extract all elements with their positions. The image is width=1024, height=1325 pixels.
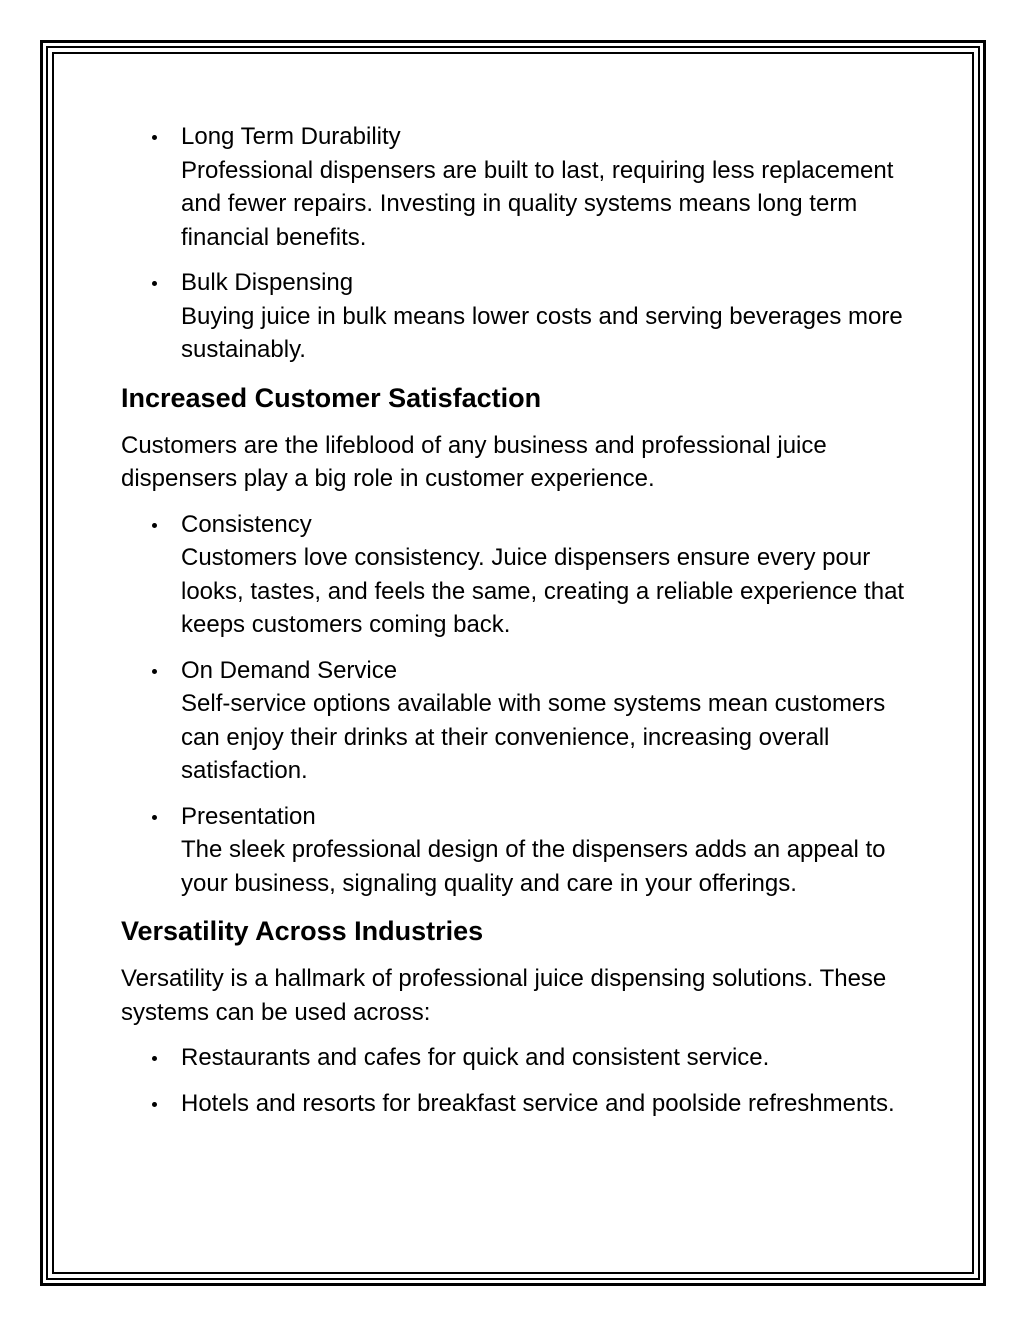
list-item bbox=[121, 654, 911, 788]
list-item-title: Long Term Durability bbox=[181, 123, 401, 150]
section-heading: Increased Customer Satisfaction bbox=[121, 382, 542, 413]
list-item bbox=[121, 800, 911, 901]
list-item-body: Customers love consistency. Juice dispensers ensure every pour looks, tastes, and feels the same, creating a reliable experience that keeps customers coming back. bbox=[181, 544, 905, 638]
bullet-icon bbox=[152, 281, 157, 286]
list-item-body: Buying juice in bulk means lower costs and serving beverages more sustainably. bbox=[181, 302, 903, 363]
bullet-icon bbox=[152, 669, 157, 674]
list-item-text: Hotels and resorts for breakfast service and poolside refreshments. bbox=[181, 1089, 895, 1117]
list-item-text: Restaurants and cafes for quick and consistent service. bbox=[181, 1044, 770, 1071]
list-item bbox=[121, 120, 911, 254]
satisfaction-list bbox=[121, 508, 911, 901]
section-intro: Customers are the lifeblood of any business and professional juice dispensers play a big role in customer experience. bbox=[121, 431, 827, 492]
list-item-body: The sleek professional design of the dispensers adds an appeal to your business, signaling quality and care in your offerings. bbox=[181, 836, 886, 897]
list-item bbox=[121, 508, 911, 642]
list-item-body: Self-service options available with some systems mean customers can enjoy their drinks at their convenience, increasing overall satisfaction. bbox=[181, 690, 886, 784]
section-intro: Versatility is a hallmark of professional juice dispensing solutions. These systems can be used across: bbox=[121, 965, 887, 1026]
bullet-icon bbox=[152, 1102, 157, 1107]
list-item-title: Bulk Dispensing bbox=[181, 269, 354, 296]
document-content bbox=[121, 120, 911, 1132]
section-heading: Versatility Across Industries bbox=[121, 916, 484, 946]
bullet-icon bbox=[152, 1056, 157, 1061]
industries-list bbox=[121, 1041, 911, 1120]
list-item-title: On Demand Service bbox=[181, 656, 398, 684]
list-item bbox=[121, 1041, 911, 1075]
list-item bbox=[121, 266, 911, 367]
benefits-list bbox=[121, 120, 911, 367]
list-item-title: Consistency bbox=[181, 510, 312, 538]
list-item bbox=[121, 1087, 911, 1121]
list-item-title: Presentation bbox=[181, 802, 316, 830]
bullet-icon bbox=[152, 135, 157, 140]
list-item-body: Professional dispensers are built to last, requiring less replacement and fewer repairs. Investing in quality systems means long term financial benefits. bbox=[181, 156, 894, 251]
bullet-icon bbox=[152, 815, 157, 820]
bullet-icon bbox=[152, 523, 157, 528]
